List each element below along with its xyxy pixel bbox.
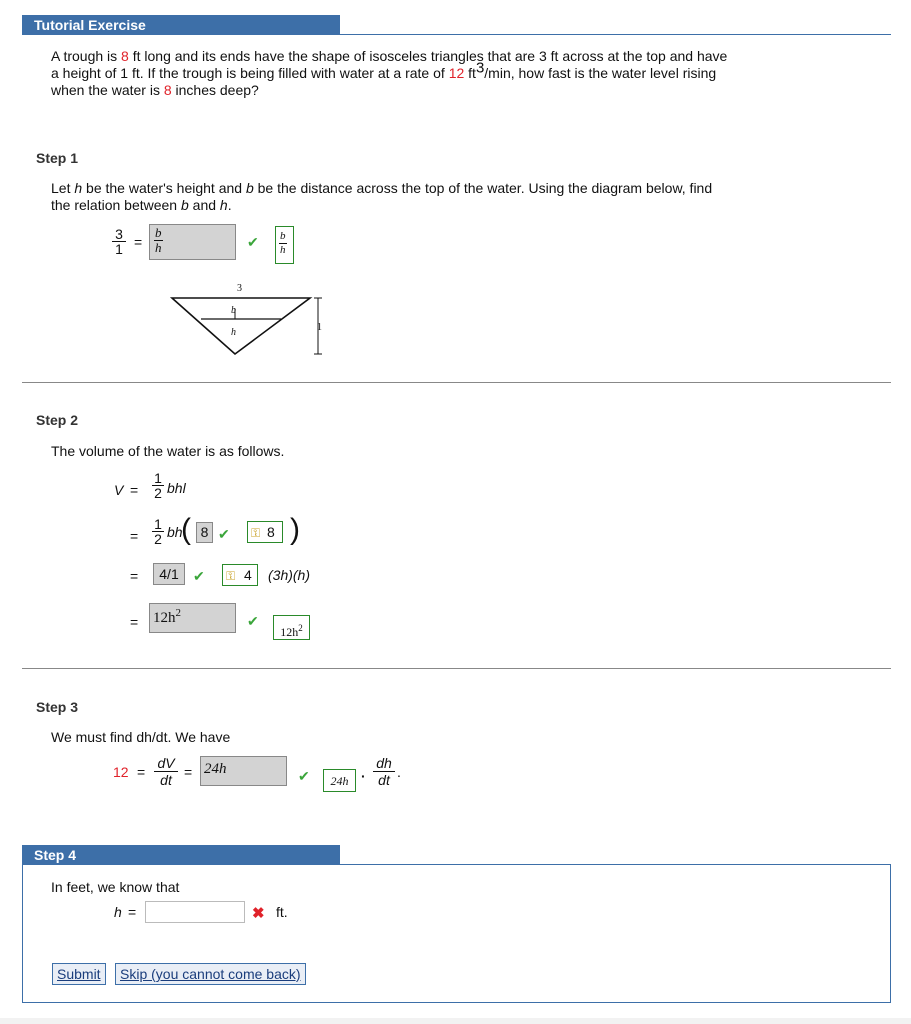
dV-dt-fraction: $\frac{dV}{dt}$ <box>154 755 178 788</box>
step3-text: We must find dh/dt. We have <box>51 729 231 745</box>
incorrect-x-icon: ✖ <box>252 905 265 922</box>
step2-input-length[interactable]: 8 <box>196 522 213 543</box>
submit-button[interactable]: Submit <box>52 963 106 985</box>
step2-answer-length: ⚿ 8 <box>247 521 283 543</box>
water-depth: 8 <box>163 82 172 98</box>
step3-equals-2: = <box>184 764 193 780</box>
diagram-top-label: 3 <box>237 283 242 294</box>
trough-cross-section-diagram <box>160 282 340 362</box>
step1-check-icon: ✔ <box>247 234 259 250</box>
bhl-term: bhl <box>167 480 186 496</box>
step2-text: The volume of the water is as follows. <box>51 443 285 459</box>
problem-line-2: a height of 1 ft. If the trough is being filled with water at a rate of 12 $ft^3/\min$, how fast is the water level rising <box>51 59 717 81</box>
step1-correct-answer: $\frac{b}{h}$ <box>275 226 294 264</box>
step2-equals-2: = <box>130 528 139 544</box>
skip-button[interactable]: Skip (you cannot come back) <box>115 963 306 985</box>
diagram-height-label: 1 <box>317 322 322 333</box>
step2-volume-input[interactable]: $12h^2$ <box>149 603 236 633</box>
unit-label: ft. <box>276 904 288 920</box>
problem-line-1: A trough is 8 ft long and its ends have the shape of isosceles triangles that are 3 ft across at the top and have <box>51 48 728 64</box>
divider-2 <box>22 668 891 669</box>
trough-length: 8 <box>121 48 129 64</box>
step2-input-coefficient[interactable]: 4/1 <box>153 563 185 585</box>
depth-feet-input[interactable] <box>145 901 245 923</box>
step3-derivative-answer: 24h <box>323 769 356 792</box>
step2-answer-coefficient: ⚿ 4 <box>222 564 258 586</box>
rate-value: 12 <box>113 764 129 780</box>
diagram-b-label: b <box>231 305 236 316</box>
step2-label: Step 2 <box>36 412 79 428</box>
step3-derivative-input[interactable]: 24h <box>200 756 287 786</box>
step1-ratio-fraction: $\frac{3}{1}$ <box>112 227 126 256</box>
close-paren: ) <box>290 513 300 546</box>
step4-tab: Step 4 <box>22 845 340 865</box>
step2-tail-expression: (3h)(h) <box>268 567 311 583</box>
volume-symbol: V <box>114 482 124 498</box>
step2-equals-1: = <box>130 482 139 498</box>
half-fraction-1: $\frac{1}{2}$ <box>152 471 164 500</box>
step1-instructions: Let h be the water's height and b be the distance across the top of the water. Using the diagram below, find the relation between b and h. <box>51 180 713 213</box>
step2-equals-3: = <box>130 568 139 584</box>
step1-answer-input[interactable]: $\frac{b}{h}$ <box>149 224 236 260</box>
key-icon: ⚿ <box>251 526 261 540</box>
step1-equals: = <box>134 234 143 250</box>
problem-statement <box>51 48 881 99</box>
open-paren: ( <box>181 513 191 546</box>
step3-label: Step 3 <box>36 699 79 715</box>
diagram-h-label: h <box>231 327 236 338</box>
step2-volume-answer: $12h^2$ <box>273 615 310 640</box>
triangle-outline <box>172 298 310 354</box>
step4-equals: = <box>128 904 137 920</box>
step2-check-icon-3: ✔ <box>247 613 259 629</box>
step1-label: Step 1 <box>36 150 79 166</box>
half-fraction-2: $\frac{1}{2}$ <box>152 517 164 546</box>
tutorial-header-line <box>340 34 891 35</box>
step4-h-symbol: h <box>114 904 122 920</box>
dh-dt-fraction: $\frac{dh}{dt}$ <box>373 755 395 788</box>
key-icon-2: ⚿ <box>226 569 236 583</box>
tutorial-exercise-tab: Tutorial Exercise <box>22 15 340 35</box>
step3-equals-1: = <box>137 764 146 780</box>
divider-1 <box>22 382 891 383</box>
bh-term: bh <box>167 524 183 540</box>
step2-check-icon-2: ✔ <box>193 568 205 584</box>
step3-check-icon: ✔ <box>298 768 310 784</box>
step2-equals-4: = <box>130 614 139 630</box>
step2-check-icon-1: ✔ <box>218 526 230 542</box>
bottom-strip <box>0 1018 911 1024</box>
step3-period: . <box>397 764 401 780</box>
problem-line-3: when the water is 8 inches deep? <box>51 82 259 98</box>
dot-operator: · <box>361 768 366 784</box>
fill-rate: 12 <box>448 65 465 81</box>
step4-text: In feet, we know that <box>51 879 180 895</box>
